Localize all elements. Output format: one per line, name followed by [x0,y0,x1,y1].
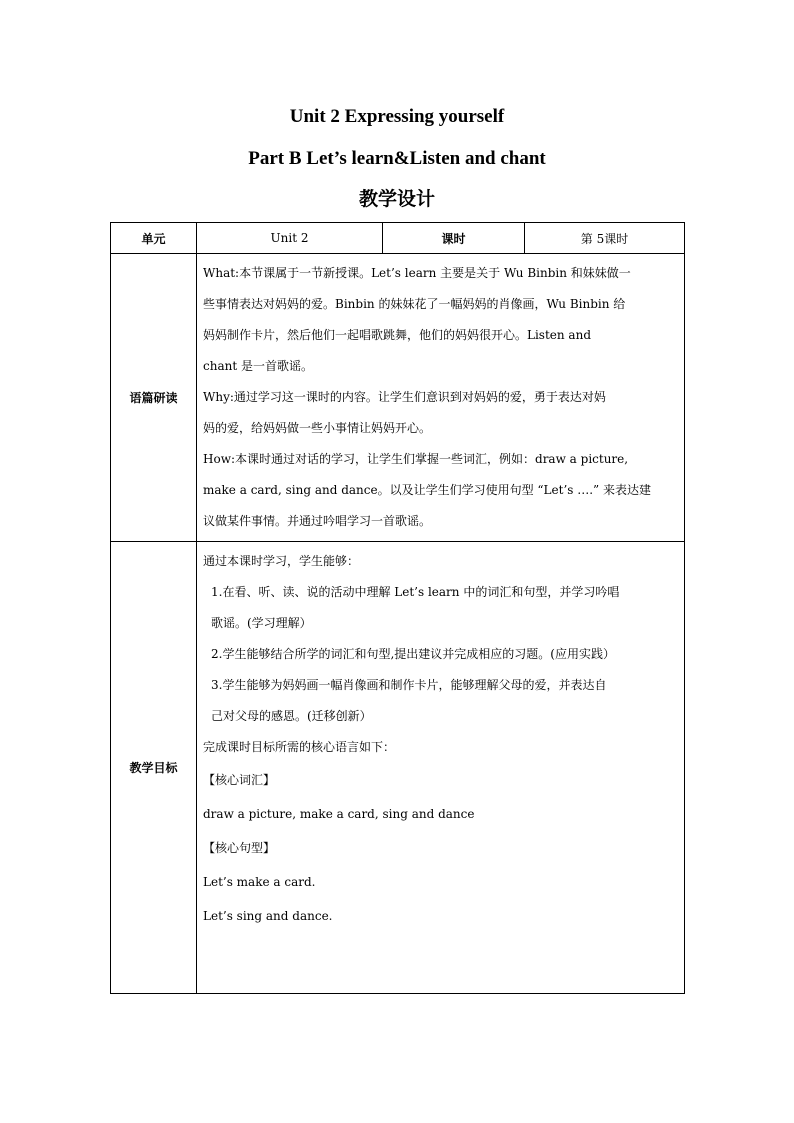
analysis-row [111,254,685,542]
objective-item: 1.在看、听、读、说的活动中理解 Let’s learn 中的词汇和句型，并学习吟唱 [211,585,620,599]
analysis-line: chant 是一首歌谣。 [203,359,313,373]
period-label: 课时 [383,223,525,254]
objective-item: 2.学生能够结合所学的词汇和句型,提出建议并完成相应的习题。(应用实践） [211,647,615,661]
analysis-content [197,254,685,542]
header-row [111,223,685,254]
analysis-line: 些事情表达对妈妈的爱。Binbin 的妹妹花了一幅妈妈的肖像画，Wu Binbin 给 [203,297,626,311]
analysis-line: Why:通过学习这一课时的内容。让学生们意识到对妈妈的爱，勇于表达对妈 [203,390,606,404]
objectives-intro: 通过本课时学习，学生能够： [203,554,360,568]
analysis-line: 议做某件事情。并通过吟唱学习一首歌谣。 [203,514,432,528]
core-language-intro: 完成课时目标所需的核心语言如下： [203,740,396,754]
analysis-line: 妈的爱，给妈妈做一些小事情让妈妈开心。 [203,421,432,435]
analysis-line: make a card, sing and dance。以及让学生们学习使用句型 “Let’s ….” 来表达建 [203,483,651,497]
unit-value: Unit 2 [197,223,383,254]
objective-item: 歌谣。(学习理解） [211,616,312,630]
objectives-row [111,542,685,994]
document-subtitle: Part B Let’s learn&Listen and chant [248,148,546,169]
document-title: Unit 2 Expressing yourself [289,106,505,127]
vocab-heading: 【核心词汇】 [203,773,276,787]
analysis-line: 妈妈制作卡片，然后他们一起唱歌跳舞，他们的妈妈很开心。Listen and [203,328,591,342]
analysis-line: How:本课时通过对话的学习，让学生们掌握一些词汇，例如：draw a picture, [203,452,629,466]
period-value: 第 5课时 [525,223,685,254]
title-block [0,104,794,212]
objectives-label: 教学目标 [111,542,197,994]
vocab-list: draw a picture, make a card, sing and dance [203,807,475,821]
lesson-plan-table [110,222,685,994]
objective-item: 3.学生能够为妈妈画一幅肖像画和制作卡片，能够理解父母的爱，并表达自 [211,678,607,692]
sentence-item: Let’s make a card. [203,875,316,889]
document-heading: 教学设计 [358,188,435,210]
objectives-content [197,542,685,994]
sentence-heading: 【核心句型】 [203,841,276,855]
unit-label: 单元 [111,223,197,254]
sentence-item: Let’s sing and dance. [203,909,333,923]
analysis-line: What:本节课属于一节新授课。Let’s learn 主要是关于 Wu Binbin 和妹妹做一 [203,266,631,280]
analysis-label: 语篇研读 [111,254,197,542]
objective-item: 己对父母的感恩。(迁移创新） [211,709,372,723]
